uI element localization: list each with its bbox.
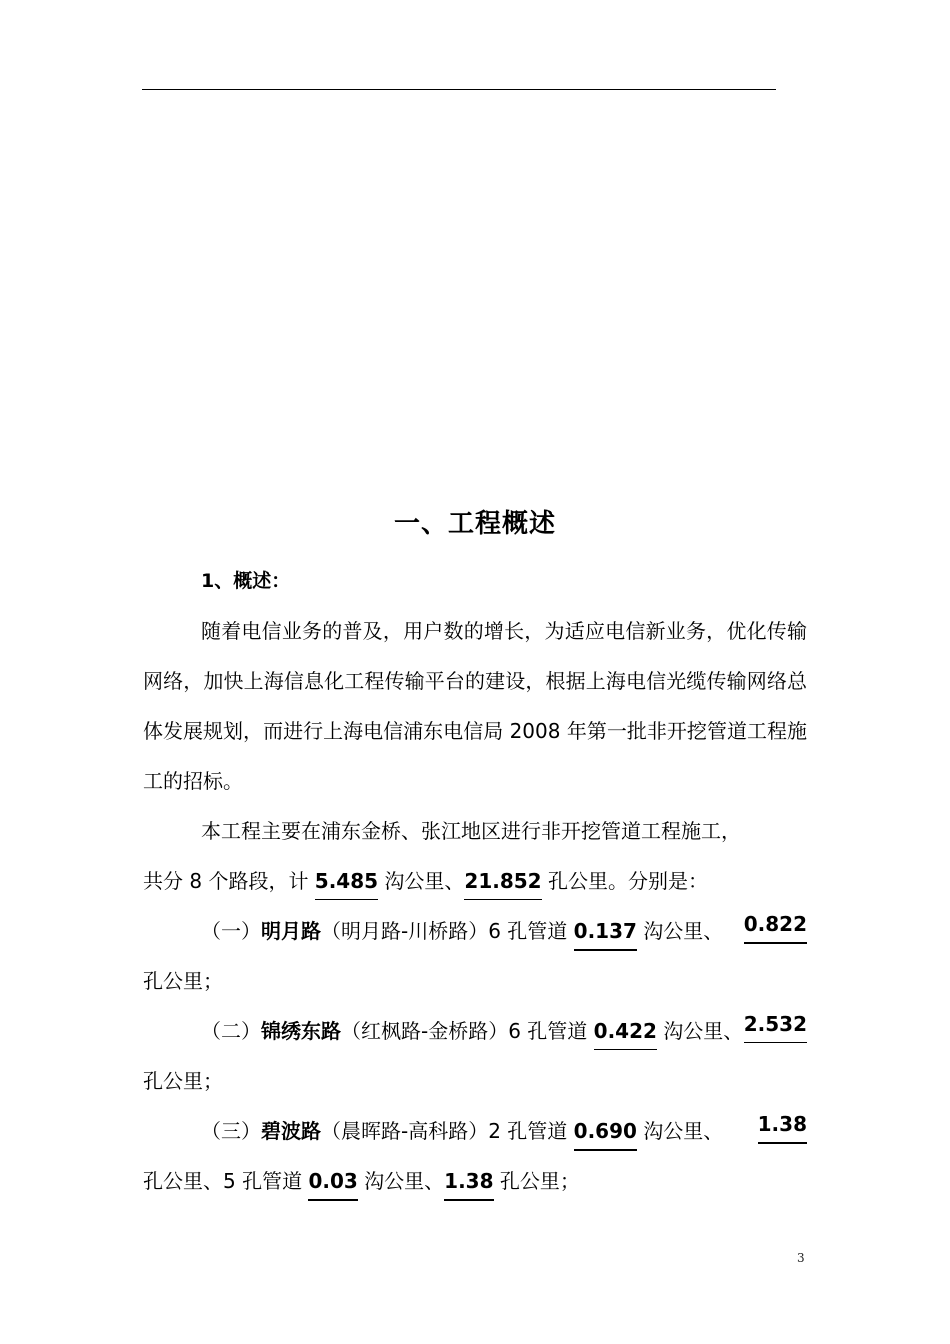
segment-2-unit-trench: 沟公里、 xyxy=(656,1019,744,1043)
segment-1-index: （一） xyxy=(201,919,261,943)
segment-3-hole-km-2: 1.38 xyxy=(444,1163,493,1201)
scope-prefix: 共分 8 个路段，计 xyxy=(143,869,315,893)
segment-3-spec: 2 孔管道 xyxy=(488,1119,574,1143)
segment-1-spec: 6 孔管道 xyxy=(488,919,574,943)
segment-2-spec: 6 孔管道 xyxy=(508,1019,594,1043)
scope-suffix: 孔公里。分别是： xyxy=(541,869,708,893)
section-title: 一、工程概述 xyxy=(393,509,556,539)
segment-3-unit-hole-end: 孔公里； xyxy=(493,1169,580,1193)
segment-1-unit-trench: 沟公里、 xyxy=(636,919,724,943)
segment-1-road: 明月路 xyxy=(261,919,321,943)
segment-3-index: （三） xyxy=(201,1119,261,1143)
scope-line-2 xyxy=(143,856,807,906)
overview-paragraph: 随着电信业务的普及，用户数的增长，为适应电信新业务，优化传输网络，加快上海信息化工程传输平台的建设，根据上海电信光缆传输网络总体发展规划，而进行上海电信浦东电信局 2008 年第一批非开挖管道工程施工的招标。 xyxy=(143,619,807,793)
segment-3-trench-km-2: 0.03 xyxy=(308,1163,357,1201)
segment-3-unit-trench-2: 沟公里、 xyxy=(357,1169,445,1193)
segment-3-unit-trench: 沟公里、 xyxy=(636,1119,724,1143)
segment-3-hole-km: 1.38 xyxy=(758,1106,807,1144)
segment-2-range: （红枫路-金桥路） xyxy=(341,1019,509,1043)
overview-heading: 1、概述： xyxy=(201,570,291,592)
segment-1-hole-km: 0.822 xyxy=(744,906,807,944)
header-rule xyxy=(142,89,776,90)
segment-3-trench-km: 0.690 xyxy=(574,1113,637,1151)
total-hole-km: 21.852 xyxy=(464,863,541,900)
scope-mid: 沟公里、 xyxy=(378,869,465,893)
scope-line-1 xyxy=(201,806,807,856)
segment-2-hole-km: 2.532 xyxy=(744,1006,807,1043)
segment-3-line-1 xyxy=(201,1106,807,1156)
segment-1-unit-hole: 孔公里； xyxy=(143,969,223,993)
segment-1-line-1 xyxy=(201,906,807,956)
segment-3-unit-hole-mid: 孔公里、5 孔管道 xyxy=(143,1169,309,1193)
segment-3-range: （晨晖路-高科路） xyxy=(321,1119,489,1143)
segment-2-line-2 xyxy=(143,1056,807,1106)
segment-1-range: （明月路-川桥路） xyxy=(321,919,489,943)
segment-2-road: 锦绣东路 xyxy=(261,1019,341,1043)
segment-2-line-1 xyxy=(201,1006,807,1056)
segment-3-road: 碧波路 xyxy=(261,1119,321,1143)
segment-2-trench-km: 0.422 xyxy=(594,1013,657,1050)
segment-3-line-2 xyxy=(143,1156,807,1206)
segment-1-line-2 xyxy=(143,956,807,1006)
scope-text-1: 本工程主要在浦东金桥、张江地区进行非开挖管道工程施工， xyxy=(201,819,741,843)
page-number: 3 xyxy=(797,1251,805,1265)
total-trench-km: 5.485 xyxy=(315,863,378,900)
segment-2-unit-hole: 孔公里； xyxy=(143,1069,223,1093)
segment-1-trench-km: 0.137 xyxy=(574,913,637,951)
segment-2-index: （二） xyxy=(201,1019,261,1043)
